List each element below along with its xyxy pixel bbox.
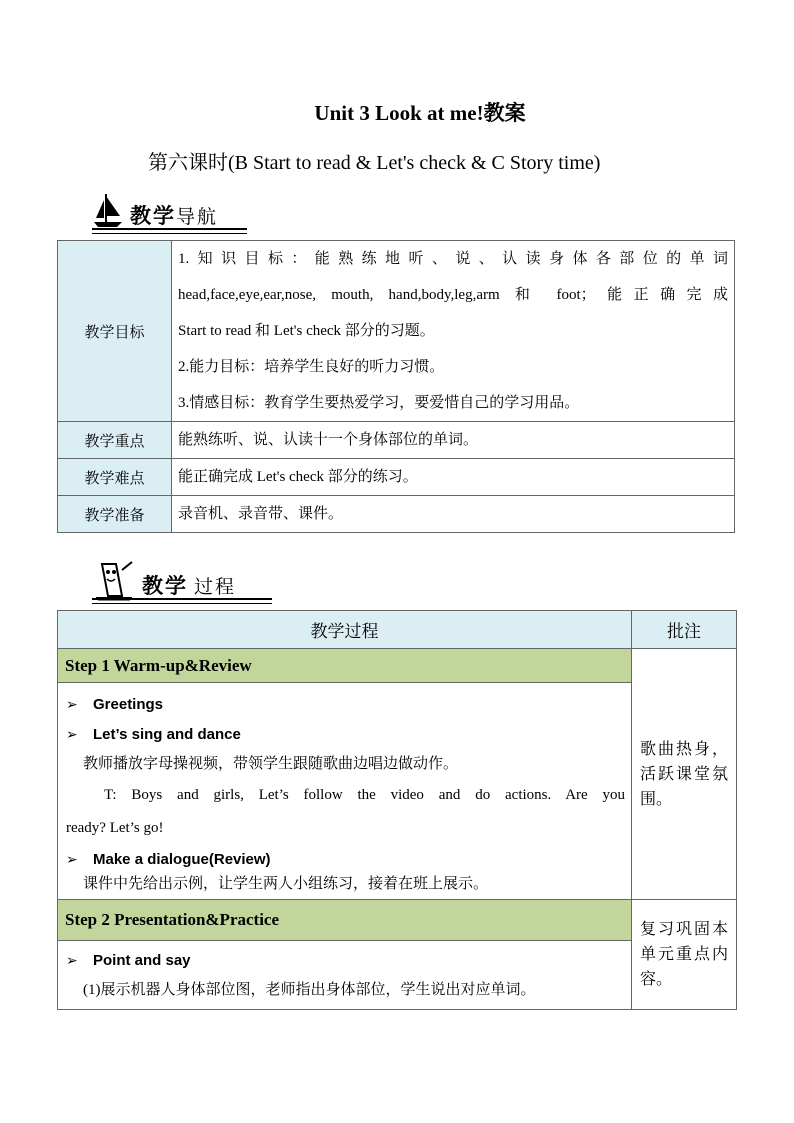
arrow-bullet-icon: ➢: [66, 725, 78, 742]
key-points-label: 教学重点: [58, 422, 172, 459]
arrow-bullet-icon: ➢: [66, 695, 78, 712]
key-points-content: 能熟练听、说、认读十一个身体部位的单词。: [172, 422, 735, 459]
arrow-bullet-icon: ➢: [66, 951, 78, 968]
teacher-pencil-icon: [92, 560, 136, 602]
bullet-dialogue: Make a dialogue(Review): [93, 850, 271, 868]
objective-line: Start to read 和 Let's check 部分的习题。: [178, 323, 435, 339]
step1-title: Step 1 Warm-up&Review: [58, 649, 632, 683]
sailboat-icon: [92, 192, 128, 230]
step1-text-2: T: Boys and girls, Let’s follow the video and do actions. Are you: [104, 787, 625, 803]
bullet-item: [66, 689, 625, 719]
step1-note: 歌曲热身，活跃课堂氛围。: [632, 649, 737, 900]
teaching-process-table: [57, 610, 737, 1010]
process-section-heading: [92, 560, 272, 600]
bullet-point-say: Point and say: [93, 951, 191, 969]
lesson-plan-table: [57, 240, 735, 533]
objective-line: 1.知识目标：能熟练地听、说、认读身体各部位的单词: [178, 251, 728, 267]
bullet-item: [66, 945, 625, 975]
difficulties-label: 教学难点: [58, 459, 172, 496]
arrow-bullet-icon: ➢: [66, 850, 78, 867]
step1-body: [58, 683, 632, 900]
bullet-item: [66, 845, 625, 873]
step2-body: [58, 941, 632, 1010]
nav-section-heading: [92, 190, 247, 230]
process-heading-light: 过程: [194, 576, 237, 598]
nav-heading-light: 导航: [176, 206, 219, 228]
nav-heading-bold: 教学: [130, 204, 176, 228]
step2-title: Step 2 Presentation&Practice: [58, 900, 632, 941]
note-column-header: 批注: [632, 611, 737, 649]
objectives-content: [172, 241, 735, 422]
bullet-sing-dance: Let’s sing and dance: [93, 725, 241, 743]
process-heading-bold: 教学: [142, 574, 188, 598]
step2-text-1: (1)展示机器人身体部位图，老师指出身体部位，学生说出对应单词。: [83, 982, 536, 998]
bullet-item: [66, 719, 625, 749]
step1-text-4: 课件中先给出示例，让学生两人小组练习，接着在班上展示。: [83, 876, 489, 892]
objectives-label: 教学目标: [58, 241, 172, 422]
bullet-greetings: Greetings: [93, 695, 164, 713]
step1-text-1: 教师播放字母操视频，带领学生跟随歌曲边唱边做动作。: [83, 756, 459, 772]
difficulties-content: 能正确完成 Let's check 部分的练习。: [172, 459, 735, 496]
preparation-label: 教学准备: [58, 496, 172, 533]
lesson-subtitle: 第六课时(B Start to read & Let's check & C Story time): [148, 152, 601, 174]
objective-line: head,face,eye,ear,nose, mouth, hand,body,leg,arm 和 foot；能正确完成: [178, 287, 728, 303]
document-title: Unit 3 Look at me!教案: [314, 101, 526, 125]
step1-text-3: ready? Let’s go!: [66, 820, 164, 836]
preparation-content: 录音机、录音带、课件。: [172, 496, 735, 533]
objective-line: 3.情感目标：教育学生要热爱学习，要爱惜自己的学习用品。: [178, 395, 580, 411]
objective-line: 2.能力目标：培养学生良好的听力习惯。: [178, 359, 445, 375]
step2-note: 复习巩固本单元重点内容。: [632, 900, 737, 1010]
process-column-header: 教学过程: [58, 611, 632, 649]
